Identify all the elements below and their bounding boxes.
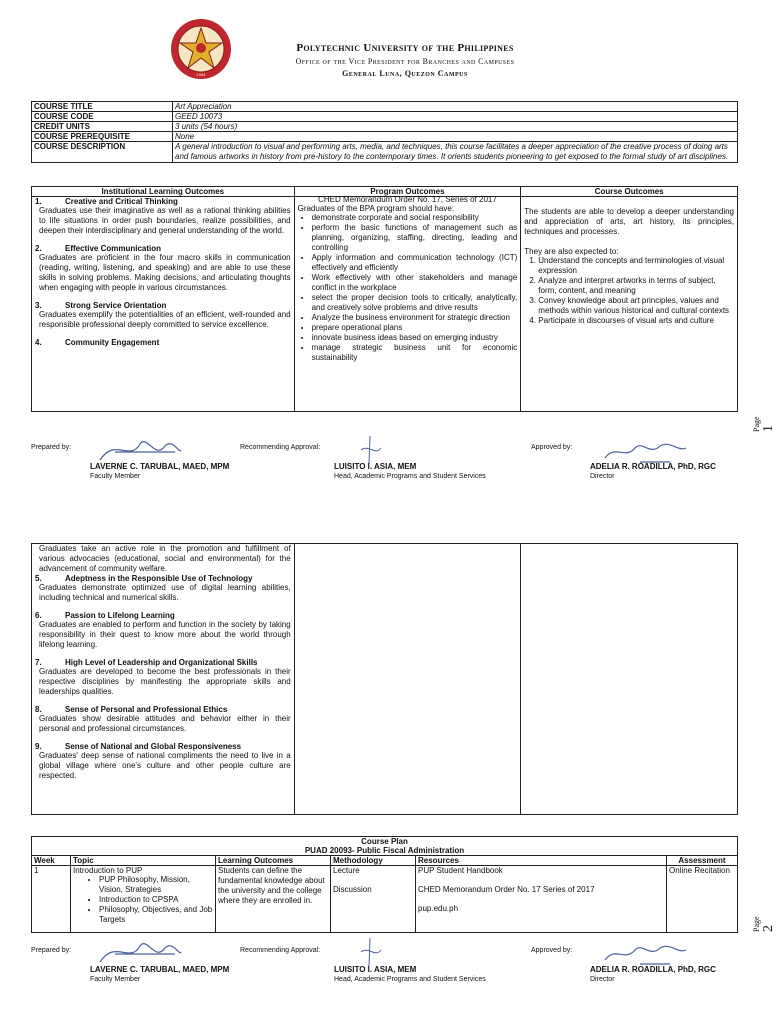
program-outcome-item: • innovate business ideas based on emerging industry bbox=[312, 333, 518, 343]
credit-units-label: CREDIT UNITS bbox=[32, 122, 173, 132]
course-plan-table bbox=[31, 836, 738, 933]
col-week: Week bbox=[32, 856, 71, 866]
po-cell bbox=[294, 197, 521, 412]
po-intro: Graduates of the BPA program should have: bbox=[297, 204, 454, 213]
col-topic: Topic bbox=[71, 856, 216, 866]
university-seal bbox=[170, 18, 232, 80]
ilo-title-text: Effective Communication bbox=[65, 244, 162, 253]
approver-role: Director bbox=[590, 473, 615, 480]
topic-item: • Philosophy, Objectives, and Job Targets bbox=[99, 905, 213, 925]
ilo-title bbox=[35, 742, 291, 751]
ilo-text: Graduates demonstrate optimized use of digital learning abilities, including technical and numerical skills. bbox=[39, 583, 291, 602]
ilo-title bbox=[35, 611, 291, 620]
program-outcome-item: • select the proper decision tools to critically, analytically, and creatively solve problems and drive results bbox=[312, 293, 518, 313]
course-outcome-item: 2. Analyze and interpret artworks in terms of subject, form, content, and meaning bbox=[538, 276, 734, 296]
methodology-discussion: Discussion bbox=[333, 885, 372, 894]
ilo-text: Graduates exemplify the potentialities of an efficient, well-rounded and responsible professional deeply committed to service excellence. bbox=[39, 310, 291, 329]
recommender-role-2: Head, Academic Programs and Student Services bbox=[334, 976, 486, 983]
preparer-role: Faculty Member bbox=[90, 473, 141, 480]
topic-cell bbox=[71, 866, 216, 933]
course-outcome-item: 3. Convey knowledge about art principles, values and methods within various historical and cultural contexts bbox=[538, 296, 734, 316]
ilo-text: Graduates' deep sense of national compliments the need to live in a global village where one's culture and other people culture are respected. bbox=[39, 751, 291, 780]
table-header-row bbox=[32, 837, 738, 856]
approved-by-label: Approved by: bbox=[531, 444, 573, 451]
program-outcome-item: • demonstrate corporate and social responsibility bbox=[312, 213, 518, 223]
course-code-label: COURSE CODE bbox=[32, 112, 173, 122]
approver-name: ADELIA R. ROADILLA, PhD, RGC bbox=[590, 462, 716, 471]
recommender-name: LUISITO I. ASIA, MEM bbox=[334, 462, 417, 471]
course-outcome-item: 1. Understand the concepts and terminologies of visual expression bbox=[538, 256, 734, 276]
approver-role-2: Director bbox=[590, 976, 615, 983]
ilo-title-text: Sense of Personal and Professional Ethics bbox=[65, 705, 228, 714]
course-prerequisite-label: COURSE PREREQUISITE bbox=[32, 132, 173, 142]
approver-name-2: ADELIA R. ROADILLA, PhD, RGC bbox=[590, 965, 716, 974]
assessment-cell: Online Recitation bbox=[667, 866, 738, 933]
ilo-header: Institutional Learning Outcomes bbox=[32, 187, 295, 197]
resources-cell bbox=[416, 866, 667, 933]
recommender-name-2: LUISITO I. ASIA, MEM bbox=[334, 965, 417, 974]
ilo-title-text: Passion to Lifelong Learning bbox=[65, 611, 175, 620]
course-description-label: COURSE DESCRIPTION bbox=[32, 142, 173, 163]
col-learning-outcomes: Learning Outcomes bbox=[216, 856, 331, 866]
co-header: Course Outcomes bbox=[521, 187, 738, 197]
ilo-title-text: Adeptness in the Responsible Use of Technology bbox=[65, 574, 253, 583]
course-description-value: A general introduction to visual and performing arts, media, and techniques, this course facilitates a deeper appreciation of the creative process of doing arts and famous artworks in history from pre-history to the contemporary times. It orients students pioneering to get exposed to the formal study of art disciplines. bbox=[173, 142, 738, 163]
resource-website: pup.edu.ph bbox=[418, 904, 459, 913]
ilo-title bbox=[35, 338, 291, 347]
ilo-title bbox=[35, 244, 291, 253]
university-name: Polytechnic University of the Philippines bbox=[296, 42, 514, 54]
ilo-number: 5. bbox=[35, 574, 42, 583]
ilo-number: 3. bbox=[35, 301, 42, 310]
co-cell bbox=[521, 197, 738, 412]
course-info-table bbox=[31, 101, 738, 163]
co-list bbox=[524, 256, 734, 326]
po-header-subtitle: CHED Memorandum Order No. 17, Series of 2017 bbox=[318, 195, 497, 204]
office-name: Office of the Vice President for Branches and Campuses bbox=[295, 57, 515, 66]
course-prerequisite-value: None bbox=[173, 132, 738, 142]
ilo-number: 6. bbox=[35, 611, 42, 620]
ilo-number: 2. bbox=[35, 244, 42, 253]
course-plan-subtitle: PUAD 20093- Public Fiscal Administration bbox=[304, 846, 465, 855]
preparer-signature-icon bbox=[95, 432, 185, 466]
ilo-title-text: High Level of Leadership and Organizational Skills bbox=[65, 658, 258, 667]
topic-item: • Introduction to CPSPA bbox=[99, 895, 213, 905]
col-resources: Resources bbox=[416, 856, 667, 866]
methodology-cell bbox=[331, 866, 416, 933]
week-cell: 1 bbox=[32, 866, 71, 933]
recommender-role: Head, Academic Programs and Student Services bbox=[334, 473, 486, 480]
col-assessment: Assessment bbox=[667, 856, 738, 866]
po-cell-page2 bbox=[294, 544, 521, 815]
co-cell-page2 bbox=[521, 544, 738, 815]
ilo-number: 4. bbox=[35, 338, 42, 347]
preparer-name-2: LAVERNE C. TARUBAL, MAED, MPM bbox=[90, 965, 230, 974]
ilo-number: 9. bbox=[35, 742, 42, 751]
resource-ched-memo: CHED Memorandum Order No. 17 Series of 2017 bbox=[418, 885, 595, 894]
methodology-lecture: Lecture bbox=[333, 866, 360, 875]
ilo-number: 1. bbox=[35, 197, 42, 206]
course-title-value: Art Appreciation bbox=[173, 102, 738, 112]
program-outcome-item: • Analyze the business environment for strategic direction bbox=[312, 313, 518, 323]
course-outcome-item: 4. Participate in discourses of visual arts and culture bbox=[538, 316, 734, 326]
preparer-role-2: Faculty Member bbox=[90, 976, 141, 983]
campus-name: General Luna, Quezon Campus bbox=[342, 69, 468, 78]
table-row bbox=[32, 132, 738, 142]
ilo-title-text: Strong Service Orientation bbox=[65, 301, 167, 310]
program-outcome-item: • Apply information and communication technology (ICT) effectively and efficiently bbox=[312, 253, 518, 273]
topic-item: • PUP Philosophy, Mission, Vision, Strategies bbox=[99, 875, 213, 895]
approver-signature-icon-2 bbox=[600, 938, 690, 968]
ilo-number: 7. bbox=[35, 658, 42, 667]
ilo-text: Graduates are enabled to perform and function in the society by taking responsibility in their quest to know more about the world through lifelong learning. bbox=[39, 620, 291, 649]
topic-title: Introduction to PUP bbox=[73, 866, 143, 875]
table-row bbox=[32, 122, 738, 132]
prepared-by-label-2: Prepared by: bbox=[31, 947, 72, 954]
ilo-title bbox=[35, 197, 291, 206]
ilo-title bbox=[35, 301, 291, 310]
page-number-2: Page 2 bbox=[752, 916, 776, 932]
ilo-title bbox=[35, 574, 291, 583]
outcomes-table-page1 bbox=[31, 186, 738, 412]
recommending-label-2: Recommending Approval: bbox=[240, 947, 321, 954]
ilo-text: Graduates are developed to become the best professionals in their respective disciplines by manifesting the appropriate skills and leaderships qualities. bbox=[39, 667, 291, 696]
ilo-title-text: Creative and Critical Thinking bbox=[65, 197, 178, 206]
ilo-text: Graduates are proficient in the four macro skills in communication (reading, writing, listening, and speaking) and are able to use these skills in solving problems. Making decisions, and articulating thoughts when engaging with people in various circumstances. bbox=[39, 253, 291, 292]
ilo-title-text: Sense of National and Global Responsiveness bbox=[65, 742, 242, 751]
course-plan-header bbox=[32, 837, 738, 856]
topic-list bbox=[73, 875, 213, 925]
ilo-title-text: Community Engagement bbox=[65, 338, 160, 347]
seal-year: 1904 bbox=[196, 72, 206, 77]
table-row bbox=[32, 866, 738, 933]
ilo-4-text: Graduates take an active role in the promotion and fulfillment of various advocacies (educational, social and environmental) for the advancement of community welfare. bbox=[39, 544, 291, 573]
recommending-label: Recommending Approval: bbox=[240, 444, 321, 451]
co-expected: They are also expected to: bbox=[524, 247, 619, 256]
ilo-text: Graduates show desirable attitudes and behavior either in their personal and professional circumstances. bbox=[39, 714, 291, 733]
preparer-name: LAVERNE C. TARUBAL, MAED, MPM bbox=[90, 462, 230, 471]
ilo-cell-page2 bbox=[32, 544, 295, 815]
table-row bbox=[32, 112, 738, 122]
course-code-value: GEED 10073 bbox=[173, 112, 738, 122]
ilo-text: Graduates use their imaginative as well as a rational thinking abilities to life situations in order push boundaries, realize possibilities, and deepen their interdisciplinary and general understanding of the world. bbox=[39, 206, 291, 235]
course-plan-title: Course Plan bbox=[361, 837, 408, 846]
table-row bbox=[32, 142, 738, 163]
preparer-signature-icon-2 bbox=[95, 934, 185, 968]
program-outcome-item: • Work effectively with other stakeholders and manage conflict in the workplace bbox=[312, 273, 518, 293]
col-methodology: Methodology bbox=[331, 856, 416, 866]
co-intro: The students are able to develop a deeper understanding and appreciation of arts, art history, its principles, techniques and processes. bbox=[524, 207, 734, 236]
credit-units-value: 3 units (54 hours) bbox=[173, 122, 738, 132]
table-row bbox=[32, 544, 738, 815]
approved-by-label-2: Approved by: bbox=[531, 947, 573, 954]
table-row bbox=[32, 197, 738, 412]
program-outcome-item: • perform the basic functions of management such as planning, organizing, staffing, directing, leading and controlling bbox=[312, 223, 518, 253]
program-outcome-item: • manage strategic business unit for economic sustainability bbox=[312, 343, 518, 363]
po-list bbox=[298, 213, 518, 363]
ilo-title bbox=[35, 705, 291, 714]
page-number-1: Page 1 bbox=[752, 416, 776, 432]
learning-outcome-cell: Students can define the fundamental knowledge about the university and the college where they are enrolled in. bbox=[216, 866, 331, 933]
table-row bbox=[32, 102, 738, 112]
outcomes-table-page2 bbox=[31, 543, 738, 815]
ilo-title bbox=[35, 658, 291, 667]
prepared-by-label: Prepared by: bbox=[31, 444, 72, 451]
table-header-row bbox=[32, 856, 738, 866]
po-header-title: Program Outcomes bbox=[370, 187, 445, 196]
course-title-label: COURSE TITLE bbox=[32, 102, 173, 112]
program-outcome-item: • prepare operational plans bbox=[312, 323, 518, 333]
ilo-cell bbox=[32, 197, 295, 412]
resource-handbook: PUP Student Handbook bbox=[418, 866, 503, 875]
ilo-number: 8. bbox=[35, 705, 42, 714]
